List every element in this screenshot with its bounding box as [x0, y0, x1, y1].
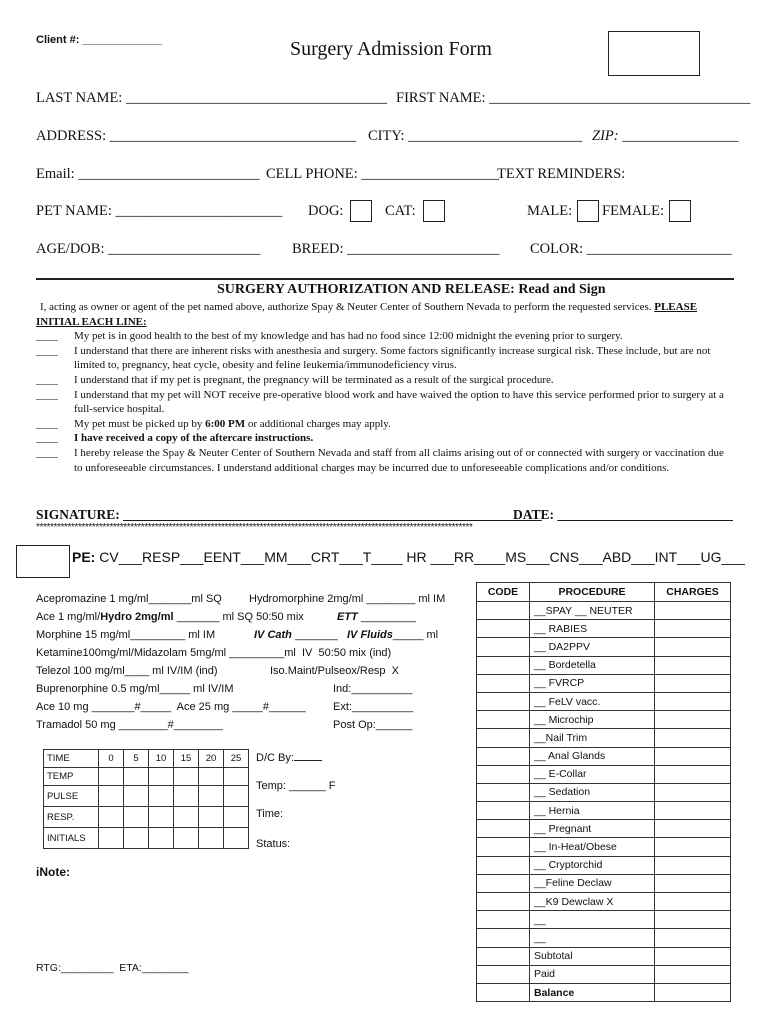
code-cell[interactable]: [477, 965, 530, 983]
charges-cell[interactable]: [655, 856, 731, 874]
initial-instruction: PLEASE INITIAL EACH LINE:: [36, 301, 698, 328]
form-title: Surgery Admission Form: [290, 38, 492, 60]
authorization-heading: SURGERY AUTHORIZATION AND RELEASE: Read and Sign: [217, 282, 606, 297]
corner-box[interactable]: [608, 31, 700, 76]
discharge-time-field[interactable]: Time:: [256, 808, 284, 820]
breed-field[interactable]: BREED: _____________________: [292, 241, 500, 257]
iv-cath-field[interactable]: IV Cath _______: [254, 629, 338, 641]
text-reminders-label: TEXT REMINDERS:: [497, 166, 626, 182]
charges-cell[interactable]: [655, 929, 731, 947]
drug-tramadol[interactable]: Tramadol 50 mg ________#________: [36, 719, 223, 731]
code-cell[interactable]: [477, 747, 530, 765]
procedure-row[interactable]: [477, 711, 731, 729]
procedure-row[interactable]: [477, 729, 731, 747]
code-cell[interactable]: [477, 893, 530, 911]
code-cell[interactable]: [477, 929, 530, 947]
pet-name-field[interactable]: PET NAME: _______________________: [36, 203, 283, 219]
discharge-temp-field[interactable]: Temp: ______ F: [256, 780, 336, 792]
procedure-row[interactable]: [477, 765, 731, 783]
ind-field[interactable]: Ind:__________: [333, 683, 413, 695]
procedure-row[interactable]: [477, 893, 731, 911]
cell-phone-field[interactable]: CELL PHONE: ___________________: [266, 166, 500, 182]
drug-morphine[interactable]: Morphine 15 mg/ml_________ ml IM: [36, 629, 216, 641]
client-number-field[interactable]: Client #: _____________: [36, 34, 162, 46]
procedure-cell[interactable]: __ Sedation: [530, 783, 655, 801]
code-cell[interactable]: [477, 802, 530, 820]
procedures-table: [476, 582, 731, 1002]
procedure-row[interactable]: [477, 965, 731, 983]
consent-item-pickup: ____ My pet must be picked up by 6:00 PM or additional charges may apply.: [36, 417, 391, 430]
age-dob-field[interactable]: AGE/DOB: _____________________: [36, 241, 261, 257]
note-label[interactable]: iNote:: [36, 865, 70, 879]
procedure-row[interactable]: [477, 838, 731, 856]
date-field[interactable]: DATE: __________________________: [513, 507, 733, 522]
procedure-row[interactable]: [477, 656, 731, 674]
procedures-header-row: CODE PROCEDURE CHARGES: [477, 583, 731, 602]
initial-blank[interactable]: ____: [36, 330, 58, 343]
initial-blank[interactable]: ____: [36, 388, 58, 401]
consent-item: ____ My pet is in good health to the best of my knowledge and has had no food since 12:00 midnight the evening prior to surgery.: [36, 330, 623, 343]
procedure-row[interactable]: [477, 947, 731, 965]
code-cell[interactable]: [477, 783, 530, 801]
procedure-row[interactable]: [477, 783, 731, 801]
procedure-row[interactable]: [477, 874, 731, 892]
procedure-cell[interactable]: __Feline Declaw: [530, 874, 655, 892]
ett-field[interactable]: ETT _________: [337, 611, 416, 623]
ext-field[interactable]: Ext:__________: [333, 701, 414, 713]
charges-cell[interactable]: [655, 820, 731, 838]
dc-by-field[interactable]: D/C By:: [256, 752, 322, 764]
male-checkbox[interactable]: [577, 200, 599, 222]
cat-label: CAT:: [385, 203, 416, 219]
procedure-cell[interactable]: __ DA2PPV: [530, 638, 655, 656]
procedure-cell[interactable]: __ RABIES: [530, 620, 655, 638]
drug-ace-hydro-mix[interactable]: Ace 1 mg/ml/Hydro 2mg/ml _______ ml SQ 50:50 mix: [36, 611, 304, 623]
address-field[interactable]: ADDRESS: __________________________________: [36, 128, 357, 144]
charges-cell[interactable]: [655, 674, 731, 692]
procedure-row[interactable]: [477, 856, 731, 874]
drug-acepromazine[interactable]: Acepromazine 1 mg/ml_______ml SQ: [36, 593, 222, 605]
code-cell[interactable]: [477, 983, 530, 1001]
charges-cell[interactable]: [655, 838, 731, 856]
drug-buprenorphine[interactable]: Buprenorphine 0.5 mg/ml_____ ml IV/IM: [36, 683, 234, 695]
code-cell[interactable]: [477, 729, 530, 747]
procedure-cell[interactable]: __ Anal Glands: [530, 747, 655, 765]
star-divider: *****************************************************************************************************************************: [36, 522, 473, 533]
dog-checkbox[interactable]: [350, 200, 372, 222]
procedure-cell[interactable]: __ Cryptorchid: [530, 856, 655, 874]
female-checkbox[interactable]: [669, 200, 691, 222]
color-field[interactable]: COLOR: ____________________: [530, 241, 732, 257]
male-label: MALE:: [527, 203, 573, 219]
female-label: FEMALE:: [602, 203, 665, 219]
procedure-cell[interactable]: __ FVRCP: [530, 674, 655, 692]
charges-cell[interactable]: [655, 729, 731, 747]
procedure-row[interactable]: [477, 820, 731, 838]
procedure-row[interactable]: [477, 983, 731, 1001]
pe-box[interactable]: [16, 545, 70, 578]
code-cell[interactable]: [477, 656, 530, 674]
procedure-cell[interactable]: __ FeLV vacc.: [530, 692, 655, 710]
charges-cell[interactable]: [655, 765, 731, 783]
charges-cell[interactable]: [655, 692, 731, 710]
procedure-row[interactable]: [477, 674, 731, 692]
procedure-row[interactable]: [477, 602, 731, 620]
initial-blank[interactable]: ____: [36, 373, 58, 386]
post-op-field[interactable]: Post Op:______: [333, 719, 413, 731]
procedure-cell[interactable]: __ Microchip: [530, 711, 655, 729]
last-name-field[interactable]: LAST NAME: ____________________________________: [36, 90, 387, 106]
rtg-eta-field[interactable]: RTG:_________ ETA:________: [36, 962, 189, 974]
procedure-cell[interactable]: __: [530, 929, 655, 947]
pe-exam-line[interactable]: PE: CV___RESP___EENT___MM___CRT___T____ HR ___RR____MS___CNS___ABD___INT___UG___: [72, 549, 745, 565]
consent-item-release: ____ I hereby release the Spay & Neuter Center of Southern Nevada and staff from all claims arising out of or connected with surgery or vaccination due to unforeseeable circumstances. I understand additional charges may be incurred due to unforeseeable complications and/or conditions.: [36, 446, 724, 474]
charges-cell[interactable]: [655, 802, 731, 820]
vitals-row-pulse[interactable]: PULSE: [44, 786, 249, 807]
procedure-cell[interactable]: Paid: [530, 965, 655, 983]
charges-cell[interactable]: [655, 874, 731, 892]
charges-cell[interactable]: [655, 747, 731, 765]
drug-ketamine-midazolam[interactable]: Ketamine100mg/ml/Midazolam 5mg/ml _________ml IV 50:50 mix (ind): [36, 647, 392, 659]
consent-item: ____ I understand that there are inherent risks with anesthesia and surgery. Some factors significantly increase surgical risk. These include, but are not limited to, pregnancy, heat cycle, obesity and feline leukemia/immunodeficiency virus.: [36, 344, 711, 372]
first-name-field[interactable]: FIRST NAME: ____________________________________: [396, 90, 751, 106]
procedure-row[interactable]: [477, 929, 731, 947]
code-cell[interactable]: [477, 947, 530, 965]
drug-hydromorphine[interactable]: Hydromorphine 2mg/ml ________ ml IM: [249, 593, 446, 605]
charges-cell[interactable]: [655, 602, 731, 620]
initial-blank[interactable]: ____: [36, 344, 58, 357]
email-field[interactable]: Email: _________________________: [36, 166, 260, 182]
code-cell[interactable]: [477, 765, 530, 783]
vitals-table: [43, 749, 249, 849]
procedure-row[interactable]: [477, 747, 731, 765]
dog-label: DOG:: [308, 203, 344, 219]
vitals-row-resp[interactable]: RESP.: [44, 807, 249, 828]
code-cell[interactable]: [477, 856, 530, 874]
initial-blank[interactable]: ____: [36, 417, 58, 430]
city-field[interactable]: CITY: ________________________: [368, 128, 583, 144]
drug-ace-tablets[interactable]: Ace 10 mg _______#_____ Ace 25 mg _____#______: [36, 701, 306, 713]
code-cell[interactable]: [477, 674, 530, 692]
procedure-cell[interactable]: Subtotal: [530, 947, 655, 965]
vitals-header-row: TIME 0 5 10 15 20 25: [44, 750, 249, 768]
procedure-row[interactable]: [477, 692, 731, 710]
procedure-row[interactable]: [477, 620, 731, 638]
iso-maint-field[interactable]: Iso.Maint/Pulseox/Resp X: [270, 665, 406, 677]
charges-cell[interactable]: [655, 656, 731, 674]
vitals-row-initials[interactable]: INITIALS: [44, 828, 249, 849]
procedure-row[interactable]: [477, 638, 731, 656]
discharge-status-field[interactable]: Status:: [256, 838, 291, 850]
initial-blank[interactable]: ____: [36, 446, 58, 459]
initial-blank[interactable]: ____: [36, 432, 58, 445]
procedure-cell[interactable]: __ Hernia: [530, 802, 655, 820]
code-cell[interactable]: [477, 692, 530, 710]
code-cell[interactable]: [477, 911, 530, 929]
procedure-cell[interactable]: Balance: [530, 983, 655, 1001]
procedure-cell[interactable]: __ In-Heat/Obese: [530, 838, 655, 856]
authorization-text: [36, 300, 732, 475]
consent-item: ____ I understand that my pet will NOT receive pre-operative blood work and have waived the option to have this service performed prior to surgery at a full-service hospital.: [36, 388, 724, 416]
code-cell[interactable]: [477, 838, 530, 856]
charges-cell[interactable]: [655, 620, 731, 638]
charges-cell[interactable]: [655, 783, 731, 801]
code-cell[interactable]: [477, 638, 530, 656]
code-cell[interactable]: [477, 874, 530, 892]
procedure-cell[interactable]: __Nail Trim: [530, 729, 655, 747]
section-divider: [36, 278, 734, 280]
procedure-cell[interactable]: __ E-Collar: [530, 765, 655, 783]
authorization-intro: I, acting as owner or agent of the pet named above, authorize Spay & Neuter Center of Southern Nevada to perform the requested services.: [40, 301, 652, 313]
procedure-row[interactable]: [477, 911, 731, 929]
procedure-row[interactable]: [477, 802, 731, 820]
charges-cell[interactable]: [655, 911, 731, 929]
charges-cell[interactable]: [655, 638, 731, 656]
zip-field[interactable]: ZIP: ________________: [592, 128, 739, 144]
code-cell[interactable]: [477, 711, 530, 729]
procedure-cell[interactable]: __SPAY __ NEUTER: [530, 602, 655, 620]
charges-cell[interactable]: [655, 893, 731, 911]
charges-cell[interactable]: [655, 965, 731, 983]
procedure-cell[interactable]: __K9 Dewclaw X: [530, 893, 655, 911]
charges-cell[interactable]: [655, 983, 731, 1001]
drug-telezol[interactable]: Telezol 100 mg/ml____ ml IV/IM (ind): [36, 665, 218, 677]
signature-field[interactable]: SIGNATURE: ______________________________________________________________: [36, 507, 542, 522]
code-cell[interactable]: [477, 602, 530, 620]
cat-checkbox[interactable]: [423, 200, 445, 222]
iv-fluids-field[interactable]: IV Fluids_____ ml: [347, 629, 439, 641]
vitals-row-temp[interactable]: TEMP: [44, 768, 249, 786]
consent-item-aftercare: ____ I have received a copy of the aftercare instructions.: [36, 432, 314, 445]
procedure-cell[interactable]: __ Pregnant: [530, 820, 655, 838]
procedure-cell[interactable]: __ Bordetella: [530, 656, 655, 674]
code-cell[interactable]: [477, 620, 530, 638]
charges-cell[interactable]: [655, 711, 731, 729]
consent-item: ____ I understand that if my pet is pregnant, the pregnancy will be terminated as a result of the surgical procedure.: [36, 373, 554, 386]
charges-cell[interactable]: [655, 947, 731, 965]
procedure-cell[interactable]: __: [530, 911, 655, 929]
code-cell[interactable]: [477, 820, 530, 838]
